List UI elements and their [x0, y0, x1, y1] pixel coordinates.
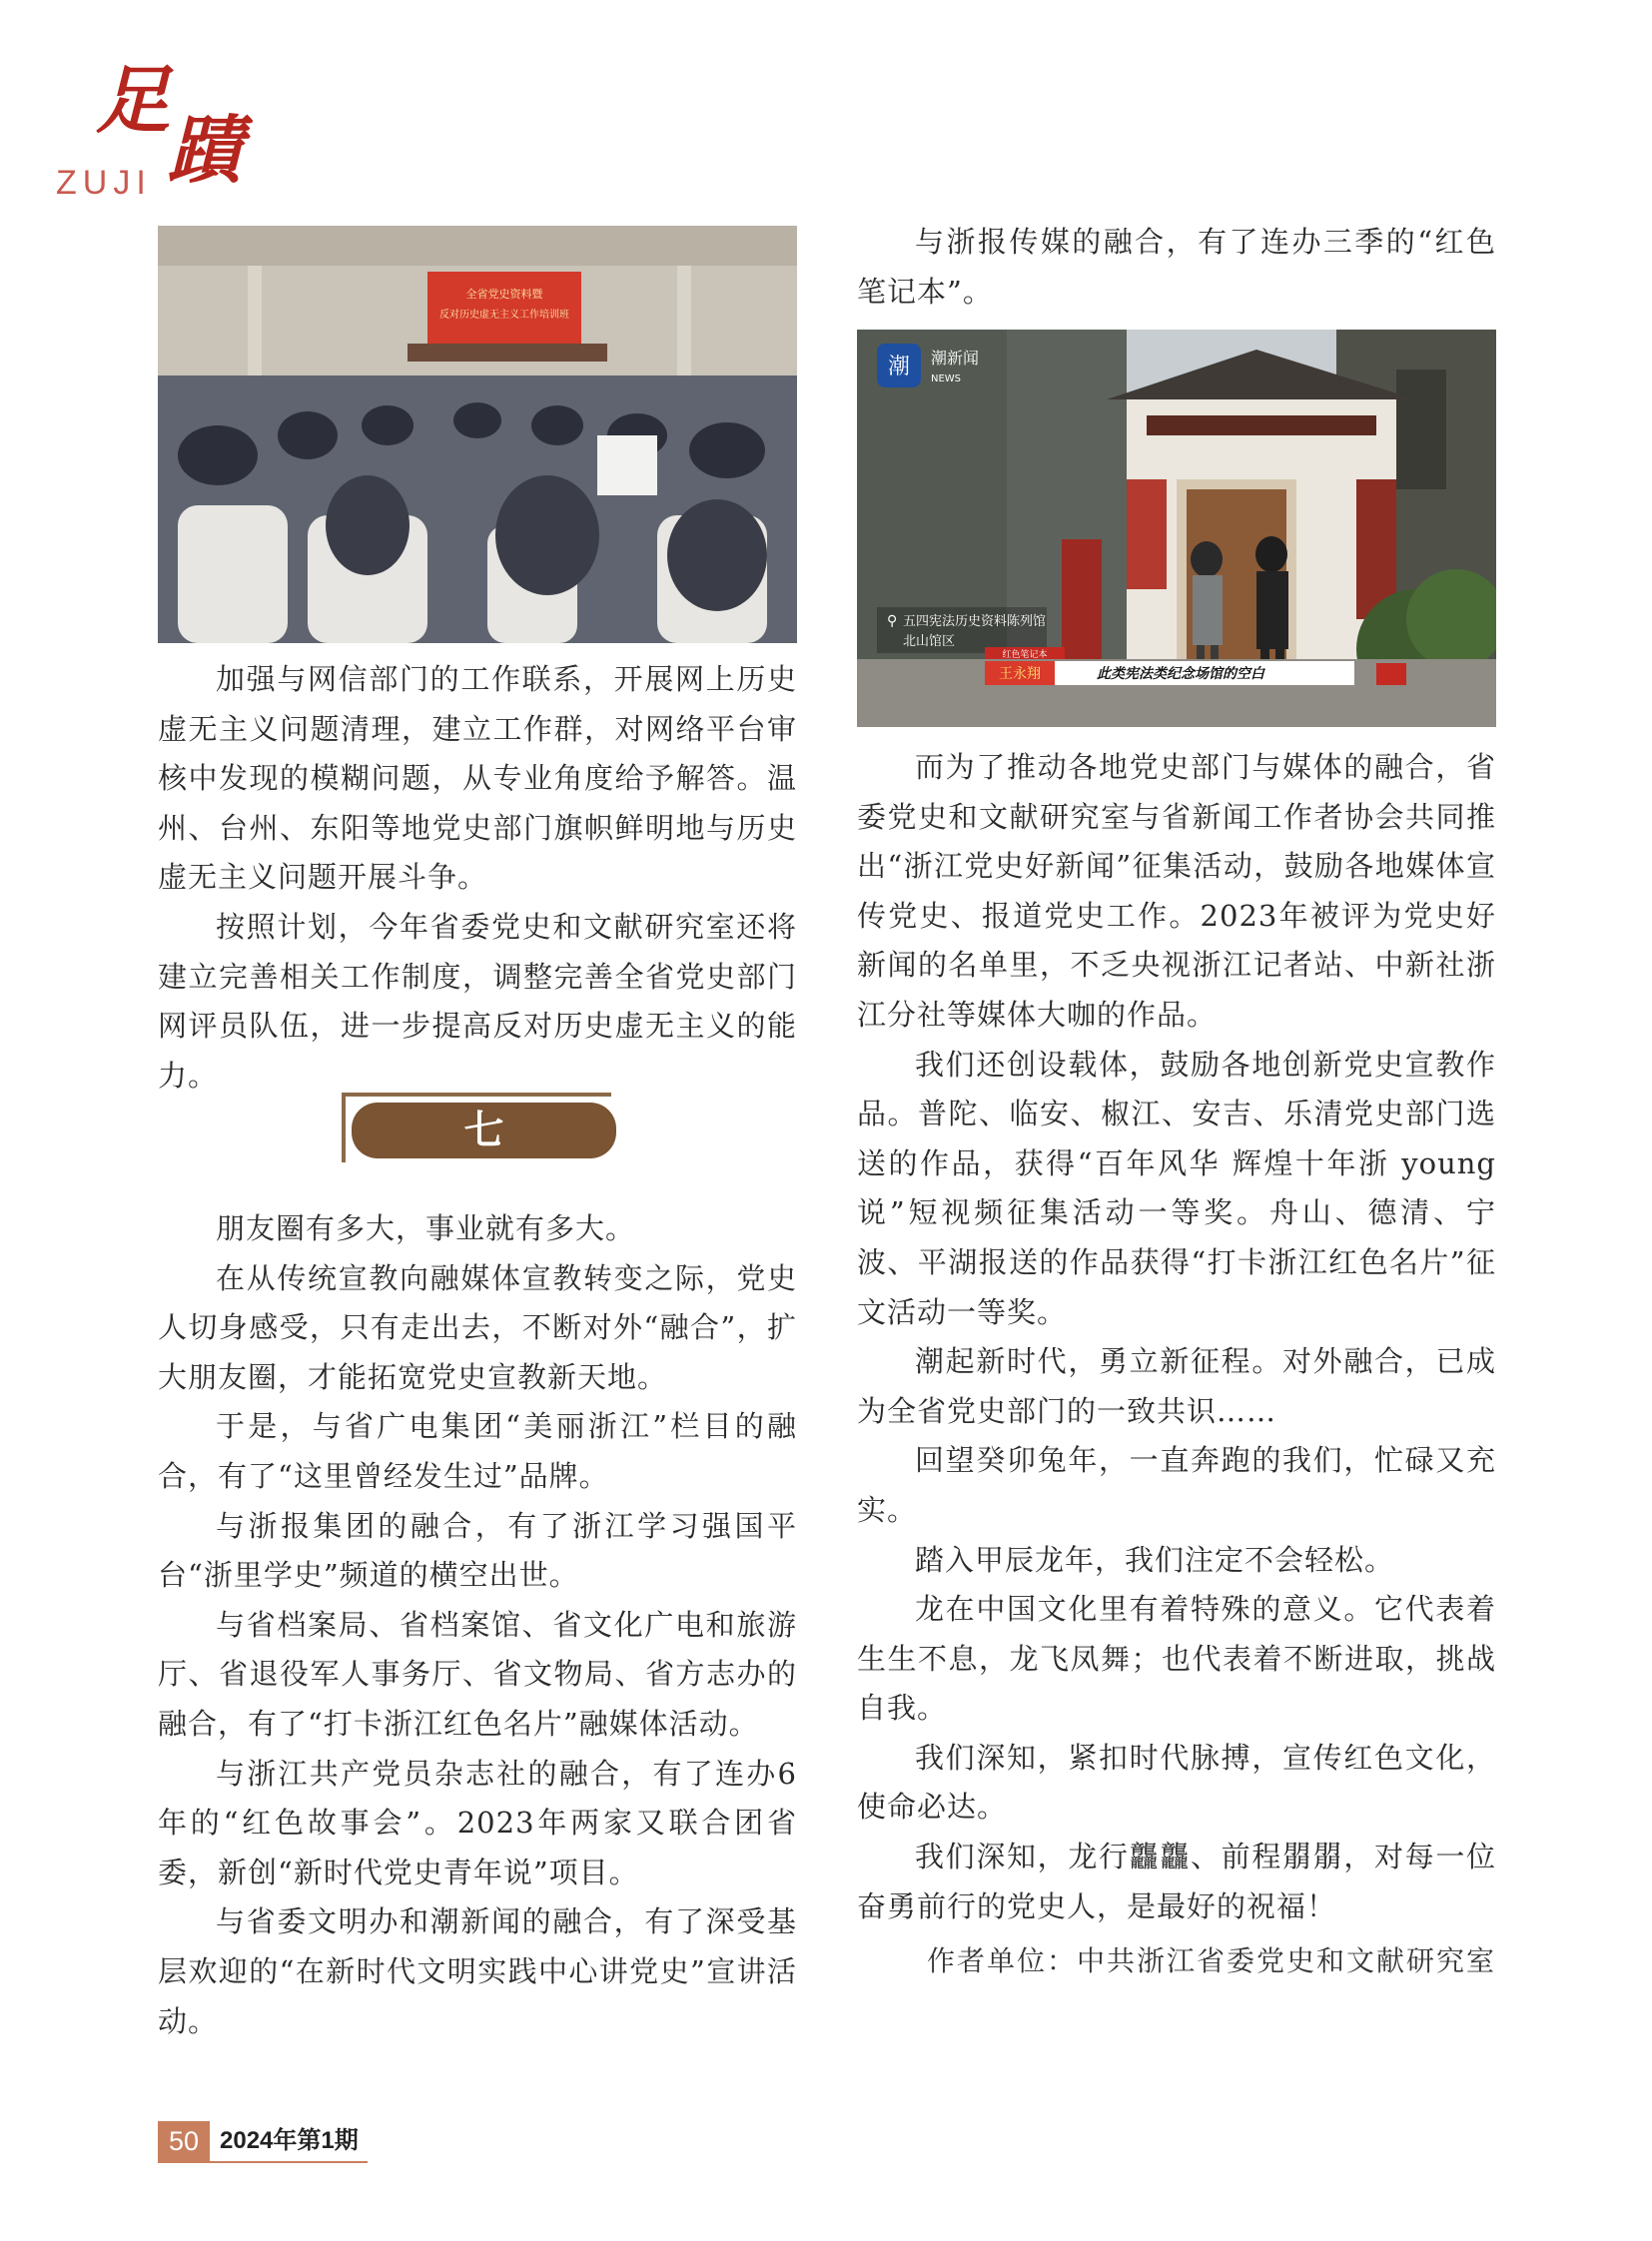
paragraph: 与省档案局、省档案馆、省文化广电和旅游厅、省退役军人事务厅、省文物局、省方志办的融合，有了“打卡浙江红色名片”融媒体活动。 — [158, 1607, 797, 1741]
paragraph: 龙在中国文化里有着特殊的意义。它代表着生生不息，龙飞凤舞；也代表着不断进取，挑战自我。 — [857, 1592, 1496, 1726]
footer-divider — [158, 2161, 368, 2163]
app-name: 潮新闻 — [931, 349, 980, 368]
magazine-logo — [56, 58, 256, 204]
logo-char-1: 足 — [96, 58, 170, 144]
left-column-bottom — [158, 1204, 797, 2046]
page-number: 50 — [158, 2121, 210, 2161]
paragraph: 而为了推动各地党史部门与媒体的融合，省委党史和文献研究室与省新闻工作者协会共同推出“浙江党史好新闻”征集活动，鼓励各地媒体宣传党史、报道党史工作。2023年被评为党史好新闻的名单里，不乏央视浙江记者站、中新社浙江分社等媒体大咖的作品。 — [857, 750, 1496, 1032]
paragraph: 于是，与省广电集团“美丽浙江”栏目的融合，有了“这里曾经发生过”品牌。 — [158, 1409, 797, 1493]
right-column-top — [857, 218, 1496, 317]
paragraph: 与浙报传媒的融合，有了连办三季的“红色笔记本”。 — [857, 225, 1496, 309]
logo-latin: ZUJI — [56, 164, 152, 202]
paragraph: 回望癸卯兔年，一直奔跑的我们，忙碌又充实。 — [857, 1443, 1496, 1527]
paragraph: 我们深知，紧扣时代脉搏，宣传红色文化，使命必达。 — [857, 1740, 1496, 1825]
paragraph: 我们深知，龙行龘龘、前程朤朤，对每一位奋勇前行的党史人，是最好的祝福！ — [857, 1840, 1496, 1923]
location-line-2: 北山馆区 — [903, 634, 956, 649]
conference-photo — [158, 226, 797, 643]
paragraph: 与浙报集团的融合，有了浙江学习强国平台“浙里学史”频道的横空出世。 — [158, 1508, 797, 1593]
paragraph: 与浙江共产党员杂志社的融合，有了连办6年的“红色故事会”。2023年两家又联合团省委，新创“新时代党史青年说”项目。 — [158, 1756, 797, 1889]
author-affiliation: 作者单位：中共浙江省委党史和文献研究室 — [926, 1944, 1496, 1977]
video-caption: 此类宪法类纪念场馆的空白 — [1097, 666, 1264, 682]
issue-label: 2024年第1期 — [220, 2127, 359, 2154]
section-header — [342, 1093, 617, 1162]
right-column-main — [857, 743, 1496, 1931]
location-icon: ⚲ — [887, 613, 898, 629]
page-footer — [158, 2121, 378, 2161]
reporter-name: 王永翔 — [999, 666, 1041, 682]
show-tag: 红色笔记本 — [1002, 650, 1048, 660]
app-sub: NEWS — [931, 374, 962, 384]
location-line-1: 五四宪法历史资料陈列馆 — [903, 614, 1047, 629]
paragraph: 我们还创设载体，鼓励各地创新党史宣教作品。普陀、临安、椒江、安吉、乐清党史部门选送的作品，获得“百年风华 辉煌十年浙 young 说”短视频征集活动一等奖。舟山、德清、宁波、平湖报送的作品获得“打卡浙江红色名片”征文活动一等奖。 — [857, 1047, 1496, 1329]
news-video-screenshot — [857, 330, 1496, 727]
section-label: 七 — [352, 1103, 616, 1158]
paragraph: 加强与网信部门的工作联系，开展网上历史虚无主义问题清理，建立工作群，对网络平台审核中发现的模糊问题，从专业角度给予解答。温州、台州、东阳等地党史部门旗帜鲜明地与历史虚无主义问题开展斗争。 — [158, 662, 797, 895]
paragraph: 在从传统宣教向融媒体宣教转变之际，党史人切身感受，只有走出去，不断对外“融合”，扩大朋友圈，才能拓宽党史宣教新天地。 — [158, 1260, 797, 1394]
banner-text-1: 全省党史资料暨 — [465, 288, 543, 301]
paragraph: 踏入甲辰龙年，我们注定不会轻松。 — [915, 1542, 1395, 1577]
paragraph: 按照计划，今年省委党史和文献研究室还将建立完善相关工作制度，调整完善全省党史部门网评员队伍，进一步提高反对历史虚无主义的能力。 — [158, 909, 797, 1093]
banner-text-2: 反对历史虚无主义工作培训班 — [439, 310, 569, 321]
paragraph: 与省委文明办和潮新闻的融合，有了深受基层欢迎的“在新时代文明实践中心讲党史”宣讲活动。 — [158, 1904, 797, 2038]
paragraph: 朋友圈有多大，事业就有多大。 — [216, 1211, 636, 1245]
logo-char-2: 蹟 — [168, 108, 242, 194]
paragraph: 潮起新时代，勇立新征程。对外融合，已成为全省党史部门的一致共识…… — [857, 1344, 1496, 1428]
left-column-top — [158, 655, 797, 1101]
app-icon-glyph: 潮 — [887, 355, 911, 379]
